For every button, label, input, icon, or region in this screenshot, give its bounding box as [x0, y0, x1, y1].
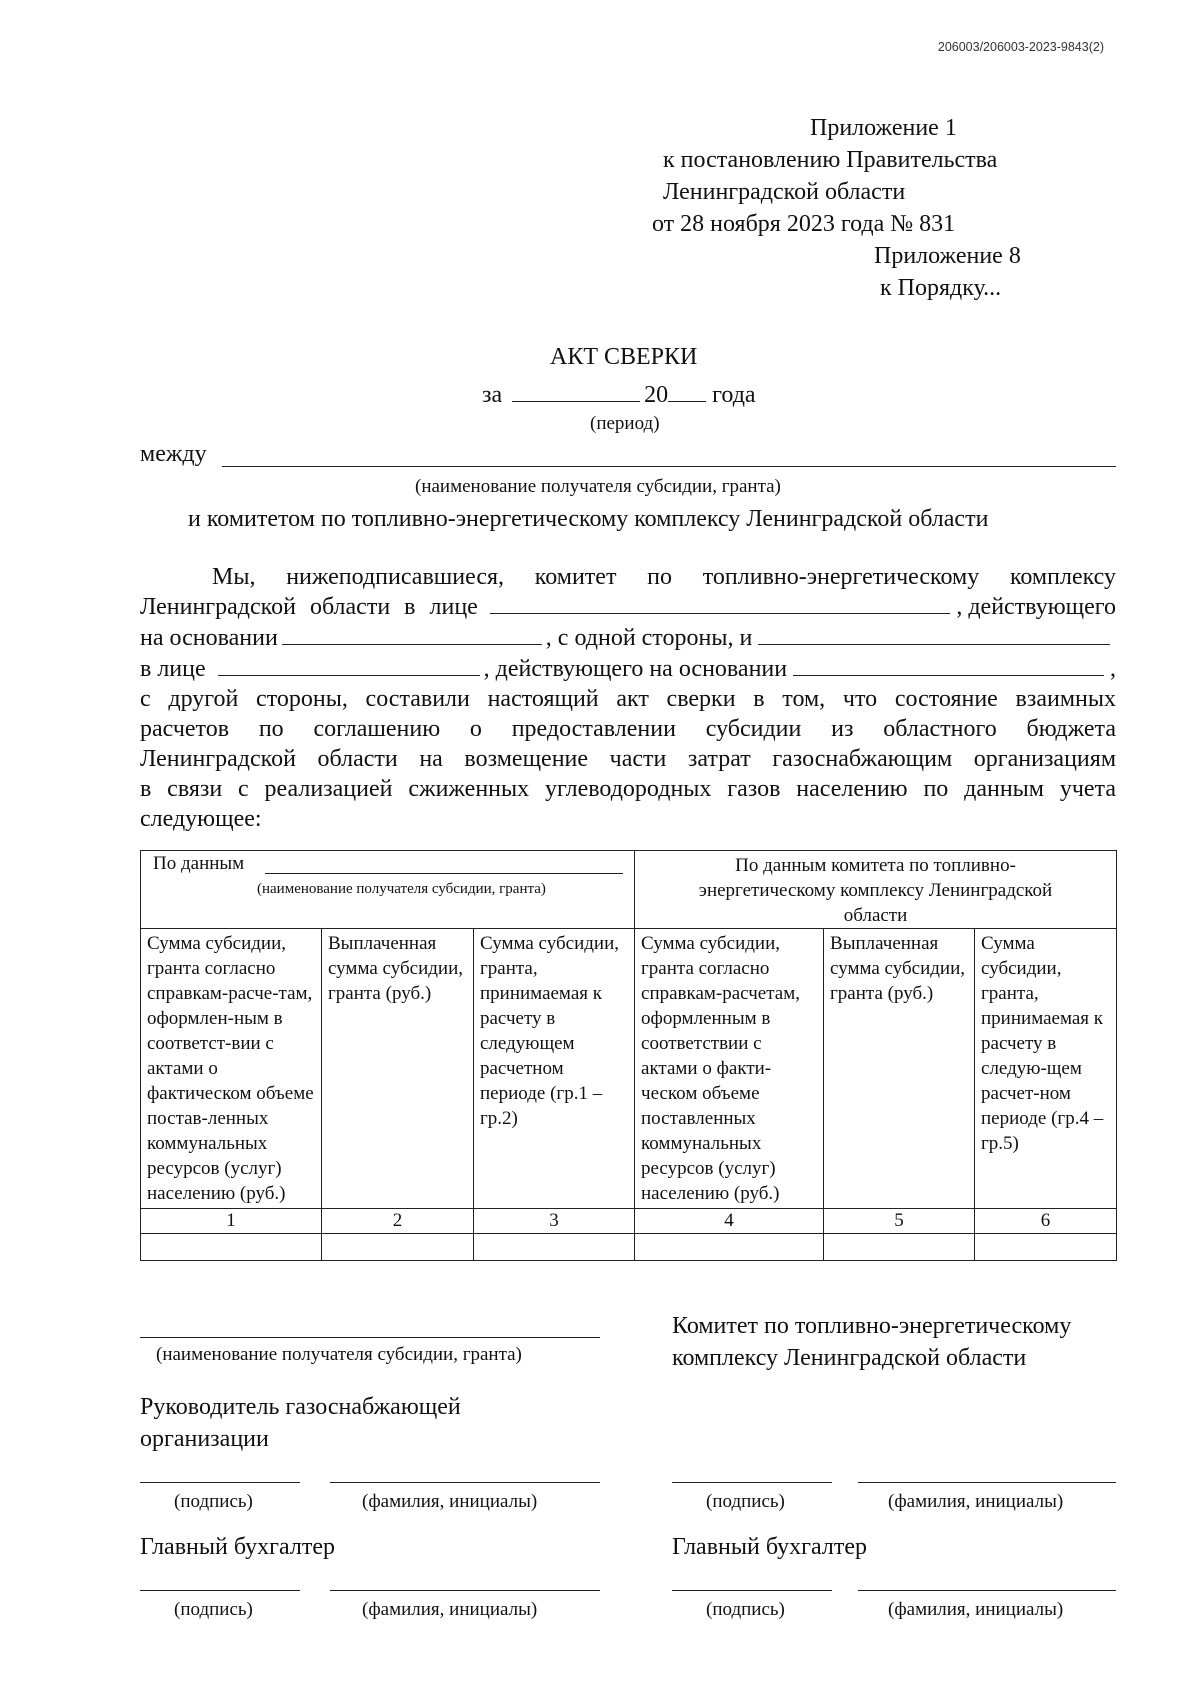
right-accountant-signature-caption: (подпись) — [706, 1599, 785, 1620]
col-number-5: 5 — [824, 1209, 975, 1234]
table-data-row — [141, 1234, 1117, 1261]
data-cell-6[interactable] — [975, 1234, 1117, 1261]
body-paragraph — [140, 562, 1116, 834]
appendix-sub-line-2: к Порядку... — [880, 275, 1002, 301]
left-accountant-name-blank[interactable] — [330, 1590, 600, 1591]
right-chief-accountant-title: Главный бухгалтер — [672, 1534, 867, 1560]
body-line-2-end: , действующего — [956, 594, 1116, 620]
period-blank[interactable] — [512, 379, 640, 402]
body-line-4-text: в лице — [140, 656, 206, 682]
appendix-sub-line-1: Приложение 8 — [874, 243, 1021, 269]
right-accountant-name-blank[interactable] — [858, 1590, 1116, 1591]
period-year-prefix: 20 — [644, 382, 669, 408]
body-line-3-mid: , с одной стороны, и — [545, 625, 753, 651]
left-header-caption: (наименование получателя субсидии, гранта) — [257, 881, 546, 897]
table-number-row — [141, 1209, 1117, 1234]
body-line-5: с другой стороны, составили настоящий акт сверки в том, что состояние взаимных — [140, 686, 1116, 712]
head-signature-blank[interactable] — [140, 1482, 300, 1483]
col-number-1: 1 — [141, 1209, 322, 1234]
recipient-basis-blank[interactable] — [793, 655, 1104, 676]
left-accountant-signature-caption: (подпись) — [174, 1599, 253, 1620]
document-title: АКТ СВЕРКИ — [550, 344, 698, 370]
body-line-4-end: , — [1110, 656, 1116, 682]
body-line-9: следующее: — [140, 806, 262, 832]
left-header-blank[interactable] — [265, 873, 623, 874]
period-row — [482, 379, 756, 410]
committee-name-caption: (фамилия, инициалы) — [888, 1491, 1064, 1512]
col-header-1: Сумма субсидии, гранта согласно справкам-расче-там, оформлен-ным в соответст-вии с актами о фактическом объеме постав-ленных коммунальных ресурсов (услуг) населению (руб.) — [141, 929, 322, 1209]
left-header-cell — [141, 851, 635, 929]
body-line-7: Ленинградской области на возмещение части затрат газоснабжающим организациям — [140, 746, 1116, 772]
committee-line: и комитетом по топливно-энергетическому комплексу Ленинградской области — [188, 506, 989, 532]
col-header-6: Сумма субсидии, гранта, принимаемая к расчету в следую-щем расчет-ном периоде (гр.4 – гр.5) — [975, 929, 1117, 1209]
appendix-line-1: Приложение 1 — [810, 115, 957, 141]
data-cell-4[interactable] — [635, 1234, 824, 1261]
between-caption: (наименование получателя субсидии, гранта) — [415, 476, 781, 497]
right-accountant-name-caption: (фамилия, инициалы) — [888, 1599, 1064, 1620]
body-line-1: Мы, нижеподписавшиеся, комитет по топливно-энергетическому комплексу — [212, 564, 1116, 590]
left-header-text: По данным — [153, 853, 245, 874]
recipient-rep-blank[interactable] — [218, 653, 480, 676]
recipient-name-blank[interactable] — [222, 466, 1116, 467]
reconciliation-table — [140, 850, 1117, 1261]
head-name-blank[interactable] — [330, 1482, 600, 1483]
left-accountant-signature-blank[interactable] — [140, 1590, 300, 1591]
data-cell-1[interactable] — [141, 1234, 322, 1261]
body-line-8: в связи с реализацией сжиженных углеводородных газов населению по данным учета — [140, 776, 1116, 802]
document-number: 206003/206003-2023-9843(2) — [937, 40, 1104, 54]
head-title-line-2: организации — [140, 1426, 269, 1452]
col-header-4: Сумма субсидии, гранта согласно справкам-расчетам, оформленным в соответствии с актами о факти-ческом объеме поставленных коммунальных ресурсов (услуг) населению (руб.) — [635, 929, 824, 1209]
head-name-caption: (фамилия, инициалы) — [362, 1491, 538, 1512]
body-line-3-text: на основании — [140, 625, 278, 651]
col-header-2: Выплаченная сумма субсидии, гранта (руб.) — [322, 929, 474, 1209]
data-cell-2[interactable] — [322, 1234, 474, 1261]
period-za: за — [482, 382, 503, 408]
period-caption: (период) — [590, 413, 660, 434]
body-line-2 — [140, 592, 1116, 622]
body-line-4 — [140, 653, 1116, 684]
year-blank[interactable] — [668, 379, 706, 402]
col-header-3: Сумма субсидии, гранта, принимаемая к расчету в следующем расчетном периоде (гр.1 – гр.2) — [474, 929, 635, 1209]
table-header-row — [141, 851, 1117, 929]
data-cell-3[interactable] — [474, 1234, 635, 1261]
left-accountant-name-caption: (фамилия, инициалы) — [362, 1599, 538, 1620]
body-line-3 — [140, 622, 1116, 653]
body-line-4-mid: , действующего на основании — [483, 656, 788, 682]
left-header-content — [147, 853, 628, 921]
committee-name-blank[interactable] — [858, 1482, 1116, 1483]
period-year-suffix: года — [712, 382, 756, 408]
left-org-caption: (наименование получателя субсидии, гранта) — [156, 1344, 522, 1365]
data-cell-5[interactable] — [824, 1234, 975, 1261]
recipient-blank[interactable] — [758, 624, 1110, 645]
right-accountant-signature-blank[interactable] — [672, 1590, 832, 1591]
col-number-3: 3 — [474, 1209, 635, 1234]
table-column-headers — [141, 929, 1117, 1209]
appendix-line-4: от 28 ноября 2023 года № 831 — [652, 211, 956, 237]
committee-signature-blank[interactable] — [672, 1482, 832, 1483]
right-header-text: По данным комитета по топливно-энергетическому комплексу Ленинградской области — [698, 855, 1053, 926]
left-org-name-blank[interactable] — [140, 1337, 600, 1338]
col-number-2: 2 — [322, 1209, 474, 1234]
appendix-line-2: к постановлению Правительства — [663, 147, 998, 173]
body-line-2-text: Ленинградской области в лице — [140, 594, 478, 620]
head-title-line-1: Руководитель газоснабжающей — [140, 1394, 461, 1420]
head-signature-caption: (подпись) — [174, 1491, 253, 1512]
left-chief-accountant-title: Главный бухгалтер — [140, 1534, 335, 1560]
right-org-line-2: комплексу Ленинградской области — [672, 1345, 1027, 1371]
right-header-cell — [635, 851, 1117, 929]
right-org-line-1: Комитет по топливно-энергетическому — [672, 1313, 1072, 1339]
col-number-6: 6 — [975, 1209, 1117, 1234]
committee-rep-blank[interactable] — [490, 593, 951, 614]
body-line-6: расчетов по соглашению о предоставлении субсидии из областного бюджета — [140, 716, 1116, 742]
appendix-line-3: Ленинградской области — [663, 179, 906, 205]
col-header-5: Выплаченная сумма субсидии, гранта (руб.) — [824, 929, 975, 1209]
committee-signature-caption: (подпись) — [706, 1491, 785, 1512]
col-number-4: 4 — [635, 1209, 824, 1234]
between-label: между — [140, 441, 207, 467]
committee-basis-blank[interactable] — [282, 622, 542, 645]
